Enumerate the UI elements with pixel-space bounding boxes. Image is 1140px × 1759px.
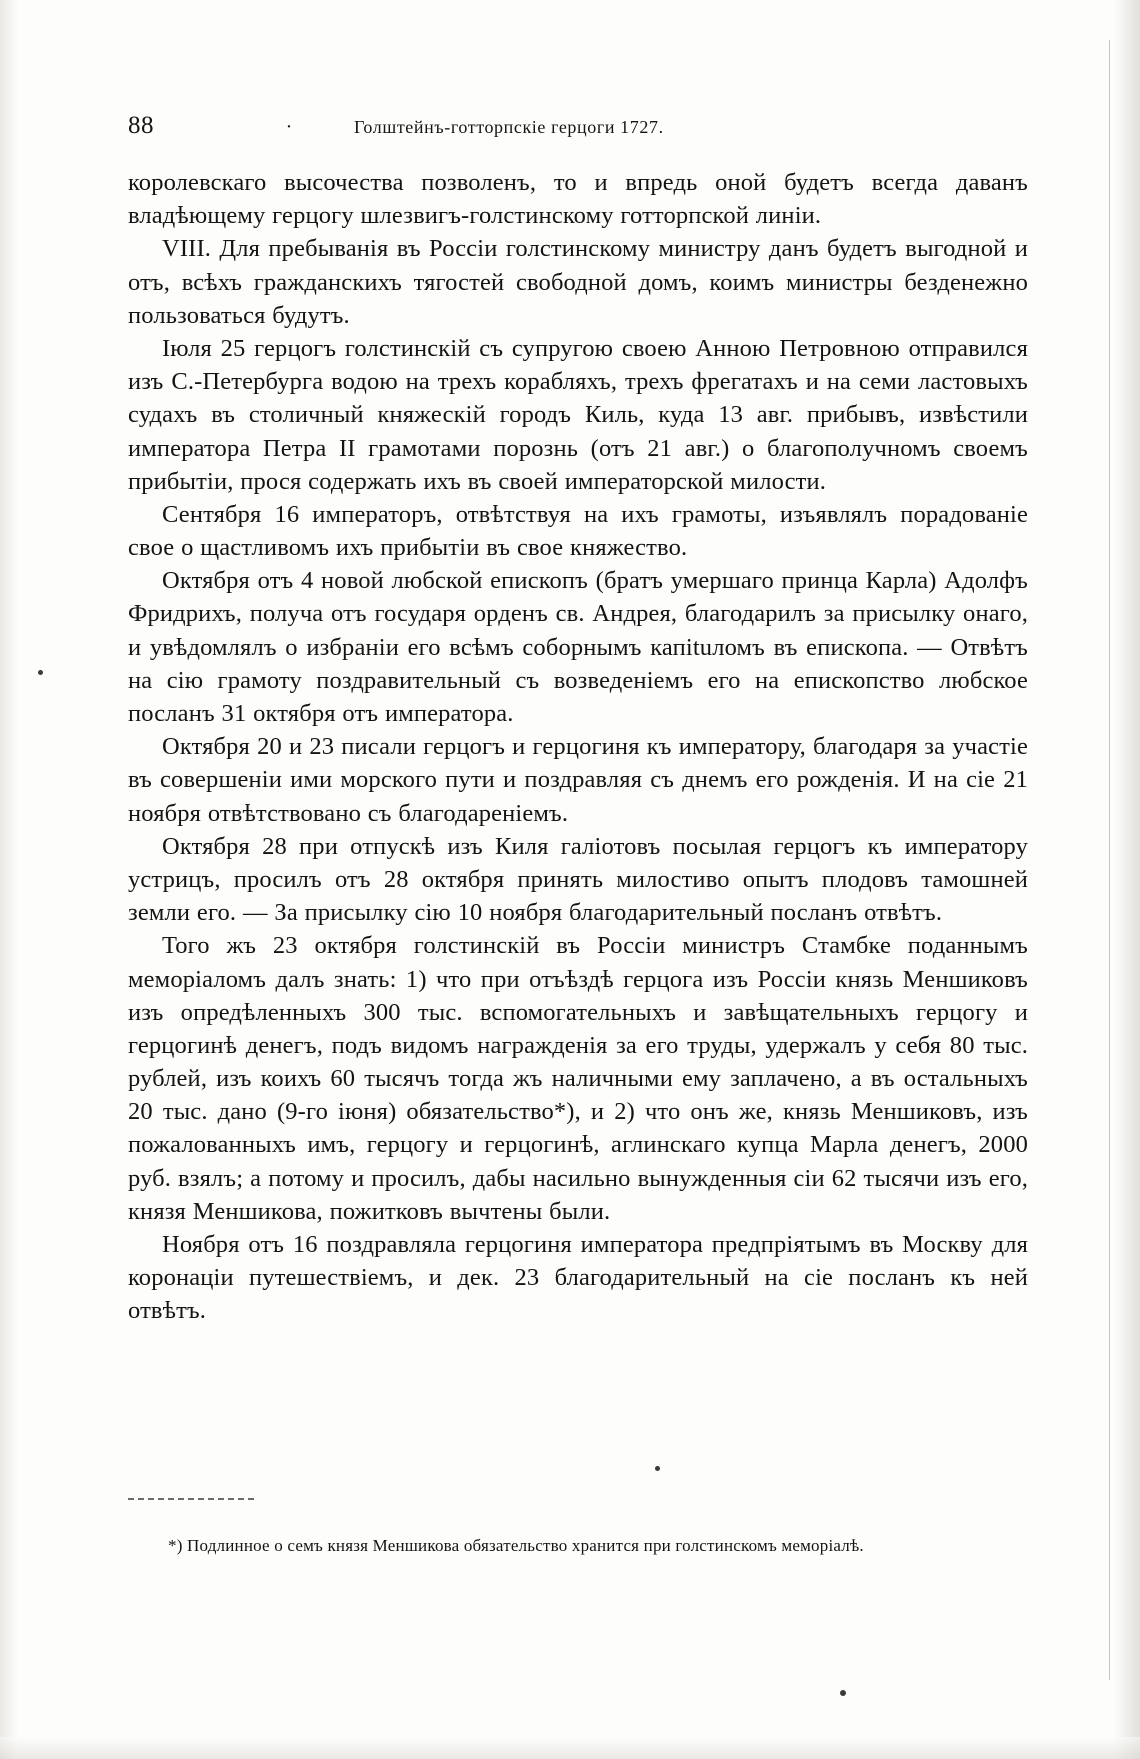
body-paragraph: Іюля 25 герцогъ голстинскій съ супругою своею Анною Петровною отправился изъ С.-Петербурга водою на трехъ корабляхъ, трехъ фрегатахъ и на семи ластовыхъ судахъ въ столичный княжескій городъ Киль, куда 13 авг. прибывъ, извѣстили императора Петра II грамотами порознь (отъ 21 авг.) о благополучномъ своемъ прибытіи, прося содержать ихъ въ своей императорской милости. (128, 334, 1028, 495)
scan-edge-left (0, 0, 18, 1759)
footnote-separator (128, 1498, 254, 1500)
body-paragraph: Октября 28 при отпускѣ изъ Киля галіотовъ посылая герцогъ къ императору устрицъ, просилъ отъ 28 октября принять милостиво опытъ плодовъ тамошней земли его. — За присылку сію 10 ноября благодарительный посланъ отвѣтъ. (128, 832, 1028, 927)
page-header: 88 · Голштейнъ-готторпскіе герцоги 1727. (128, 112, 664, 139)
scan-speck (38, 670, 43, 675)
scan-edge-bottom (0, 1737, 1140, 1759)
scan-speck (840, 1690, 846, 1696)
running-head: Голштейнъ-готторпскіе герцоги 1727. (354, 117, 664, 137)
page-border-rule (1109, 40, 1110, 1680)
body-paragraph: Октября отъ 4 новой любской епископъ (братъ умершаго принца Карла) Адолфъ Фридрихъ, получа отъ государя орденъ св. Андрея, благодарилъ за присылку онаго, и увѣдомлялъ о избраніи его всѣмъ соборнымъ капituломъ въ епископа. — Отвѣтъ на сію грамоту поздравительный съ возведеніемъ его на епископство любское посланъ 31 октября отъ императора. (128, 567, 1028, 727)
body-paragraph: VIII. Для пребыванія въ Россіи голстинскому министру данъ будетъ выгодной и отъ, всѣхъ гражданскихъ тягостей свободной домъ, коимъ министры безденежно пользоваться будутъ. (128, 235, 1028, 329)
body-paragraph: королевскаго высочества позволенъ, то и впредь оной будетъ всегда даванъ владѣющему герцогу шлезвигъ-голстинскому готторпской линіи. (128, 169, 1028, 230)
scan-edge-right (1114, 0, 1140, 1759)
page-number: 88 (128, 112, 154, 139)
footnote-text: *) Подлинное о семъ князя Меншикова обязательство хранится при голстинскомъ меморіалѣ. (168, 1536, 864, 1555)
page-content (128, 112, 1028, 1328)
body-paragraph: Сентября 16 императоръ, отвѣтствуя на ихъ грамоты, изъявлялъ порадованіе свое о щастливомъ ихъ прибытіи въ свое княжество. (128, 500, 1028, 562)
body-paragraph: Октября 20 и 23 писали герцогъ и герцогиня къ императору, благодаря за участіе въ совершеніи ими морского пути и поздравляя съ днемъ его рожденія. И на сіе 21 ноября отвѣтствовано съ благодареніемъ. (128, 733, 1028, 827)
body-paragraph: Ноября отъ 16 поздравляла герцогиня императора предпріятымъ въ Москву для коронаціи путешествіемъ, и дек. 23 благодарительный на сіе посланъ къ ней отвѣтъ. (128, 1231, 1028, 1325)
scan-speck (655, 1466, 660, 1471)
body-paragraph: Того жъ 23 октября голстинскій въ Россіи министръ Стамбке поданнымъ меморіаломъ далъ знать: 1) что при отъѣздѣ герцога изъ Россіи князь Меншиковъ изъ опредѣленныхъ 300 тыс. вспомогательныхъ и завѣщательныхъ герцогу и герцогинѣ денегъ, подъ видомъ награжденія за его труды, удержалъ у себя 80 тыс. рублей, изъ коихъ 60 тысячъ тогда жъ наличными ему заплачено, а въ остальныхъ 20 тыс. дано (9-го іюня) обязательство*), и 2) что онъ же, князь Меншиковъ, изъ пожалованныхъ имъ, герцогу и герцогинѣ, аглинскаго купца Марла денегъ, 2000 руб. взялъ; а потому и просилъ, дабы насильно вынужденныя сіи 62 тысячи изъ его, князя Меншикова, пожитковъ вычтены были. (128, 932, 1028, 1225)
footnote (128, 1533, 1026, 1559)
